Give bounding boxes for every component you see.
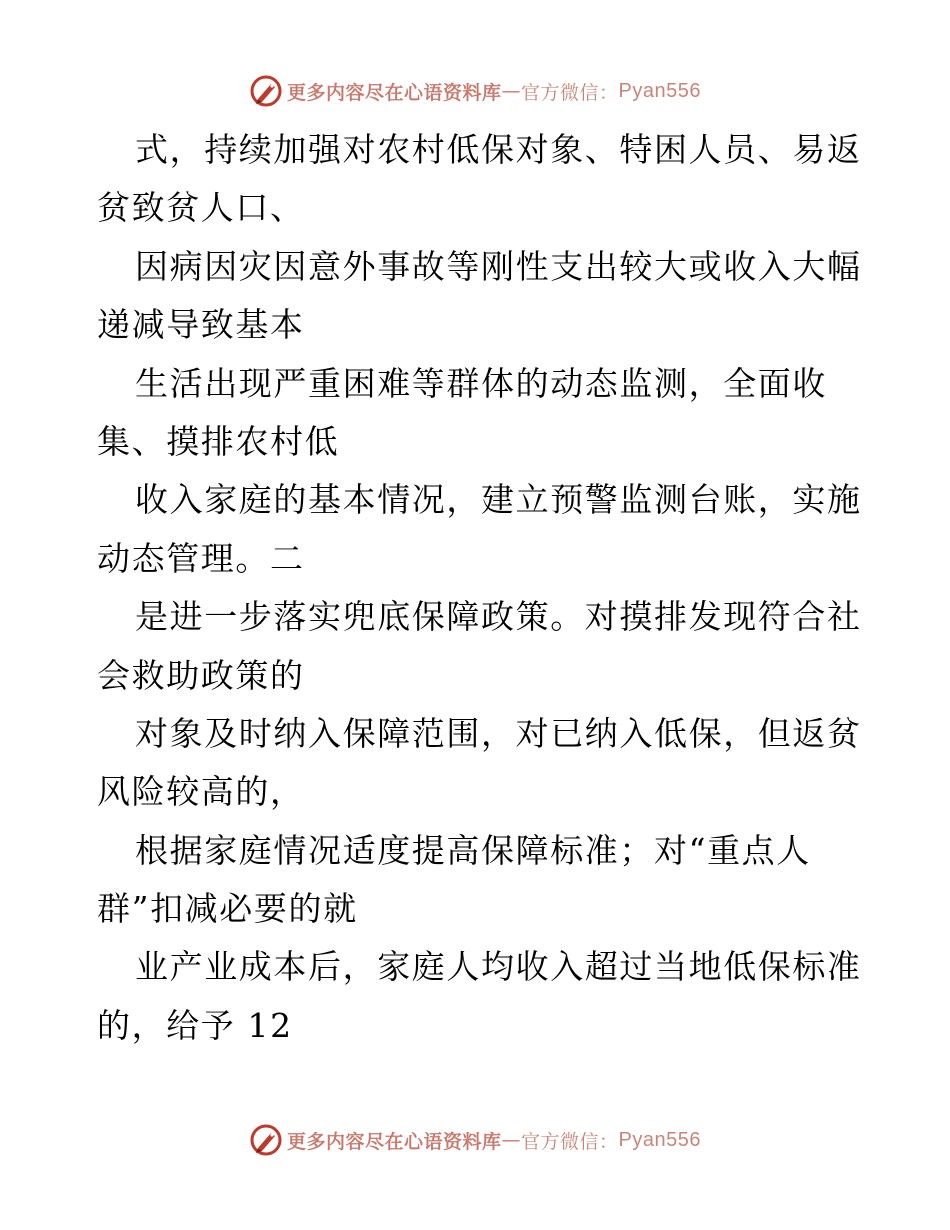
text-line: 递减导致基本 (97, 305, 305, 345)
text-line: 业产业成本后，家庭人均收入超过当地低保标准 (135, 947, 862, 987)
text-line: 会救助政策的 (97, 655, 305, 695)
text-line: 贫致贫人口、 (97, 188, 305, 228)
text-line: 因病因灾因意外事故等刚性支出较大或收入大幅 (135, 246, 862, 286)
text-line: 的，给予 12 (97, 1005, 293, 1045)
text-line: 群”扣减必要的就 (97, 889, 358, 929)
text-line: 集、摸排农村低 (97, 421, 340, 461)
watermark-label: 官方微信： (521, 81, 619, 104)
text-line: 动态管理。二 (97, 538, 305, 578)
pen-logo-icon (249, 1123, 283, 1157)
pen-logo-icon (249, 74, 283, 108)
document-body (97, 121, 867, 1055)
watermark-main-text: 更多内容尽在心语资料库 (287, 81, 502, 104)
text-line: 式，持续加强对农村低保对象、特困人员、易返 (135, 130, 862, 169)
watermark-main-text: 更多内容尽在心语资料库 (287, 1130, 502, 1153)
watermark-dash: — (501, 1129, 522, 1151)
watermark-id: Pyan556 (618, 1128, 701, 1151)
text-line: 是进一步落实兜底保障政策。对摸排发现符合社 (135, 597, 862, 637)
footer-watermark (0, 1120, 950, 1160)
watermark-dash: — (501, 80, 522, 102)
watermark-id: Pyan556 (618, 79, 701, 102)
text-line: 收入家庭的基本情况，建立预警监测台账，实施 (135, 480, 862, 520)
watermark-label: 官方微信： (521, 1130, 619, 1153)
text-line: 风险较高的， (97, 772, 305, 812)
header-watermark (0, 71, 950, 111)
text-line: 对象及时纳入保障范围，对已纳入低保，但返贫 (135, 713, 862, 753)
text-line: 根据家庭情况适度提高保障标准；对“重点人 (135, 830, 811, 870)
text-line: 生活出现严重困难等群体的动态监测，全面收 (135, 363, 827, 403)
